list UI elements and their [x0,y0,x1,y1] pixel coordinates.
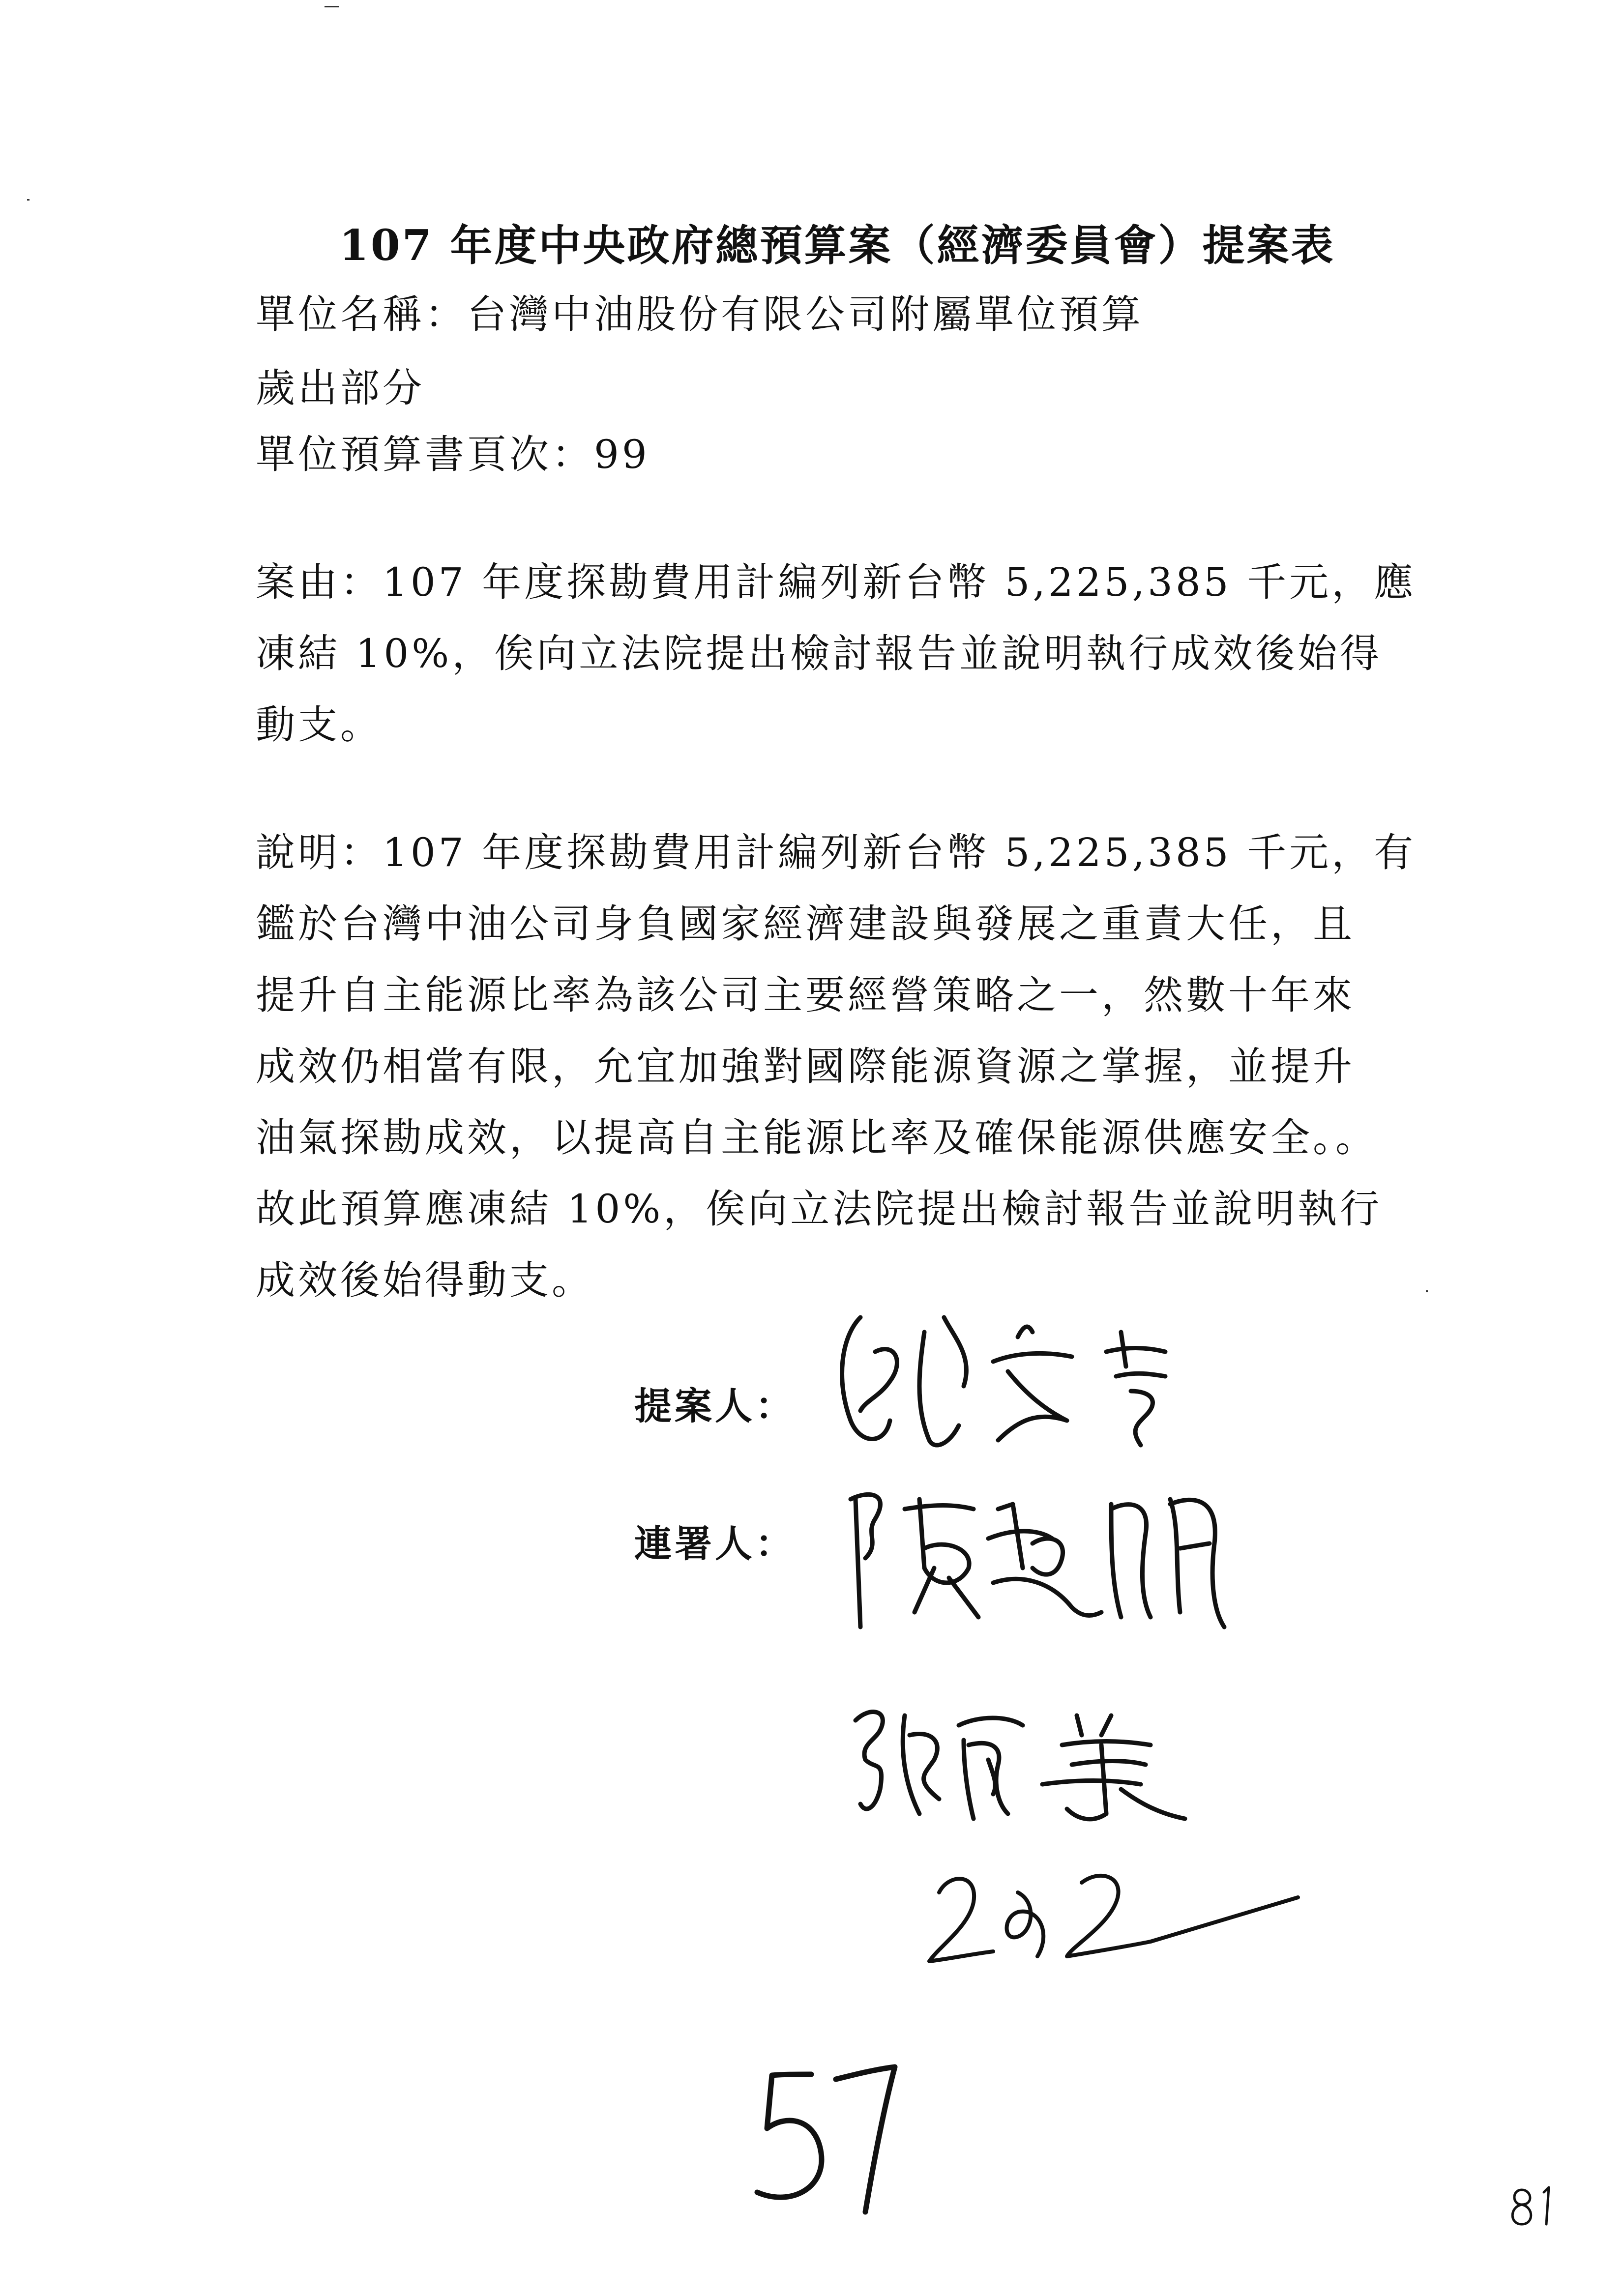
scan-speck [27,199,30,201]
budget-page: 單位預算書頁次：99 [256,432,650,477]
reason-line: 凍結 10%，俟向立法院提出檢討報告並說明執行成效後始得 [256,631,1383,676]
scan-speck [1426,1290,1428,1292]
proposer-label: 提案人： [634,1384,796,1428]
proposer-signature [831,1298,1205,1465]
cosigner-signature-2 [846,1686,1229,1829]
explanation-line: 油氣探勘成效，以提高自主能源比率及確保能源供應安全。。 [256,1115,1378,1161]
explanation-line: 說明：107 年度探勘費用計編列新台幣 5,225,385 千元，有 [256,830,1417,875]
explanation-line: 提升自主能源比率為該公司主要經營策略之一，然數十年來 [256,972,1355,1018]
explanation-line: 故此預算應凍結 10%，俟向立法院提出檢討報告並說明執行 [256,1186,1383,1232]
explanation-line: 鑑於台灣中油公司身負國家經濟建設與發展之重責大任，且 [256,901,1355,947]
scan-speck [325,6,339,7]
cosigner-label: 連署人： [634,1522,796,1566]
section-label: 歲出部分 [256,365,425,411]
unit-name: 單位名稱：台灣中油股份有限公司附屬單位預算 [256,291,1144,337]
handwritten-number-top [919,1863,1308,1978]
reason-line: 案由：107 年度探勘費用計編列新台幣 5,225,385 千元，應 [256,559,1417,605]
cosigner-signature-1 [836,1470,1239,1637]
document-title: 107 年度中央政府總預算案（經濟委員會）提案表 [339,221,1335,270]
handwritten-number-main [742,2045,910,2229]
reason-line: 動支。 [256,702,383,748]
explanation-line: 成效後始得動支。 [256,1257,594,1303]
explanation-line: 成效仍相當有限，允宜加強對國際能源資源之掌握，並提升 [256,1044,1355,1089]
page-number [1505,2182,1559,2234]
